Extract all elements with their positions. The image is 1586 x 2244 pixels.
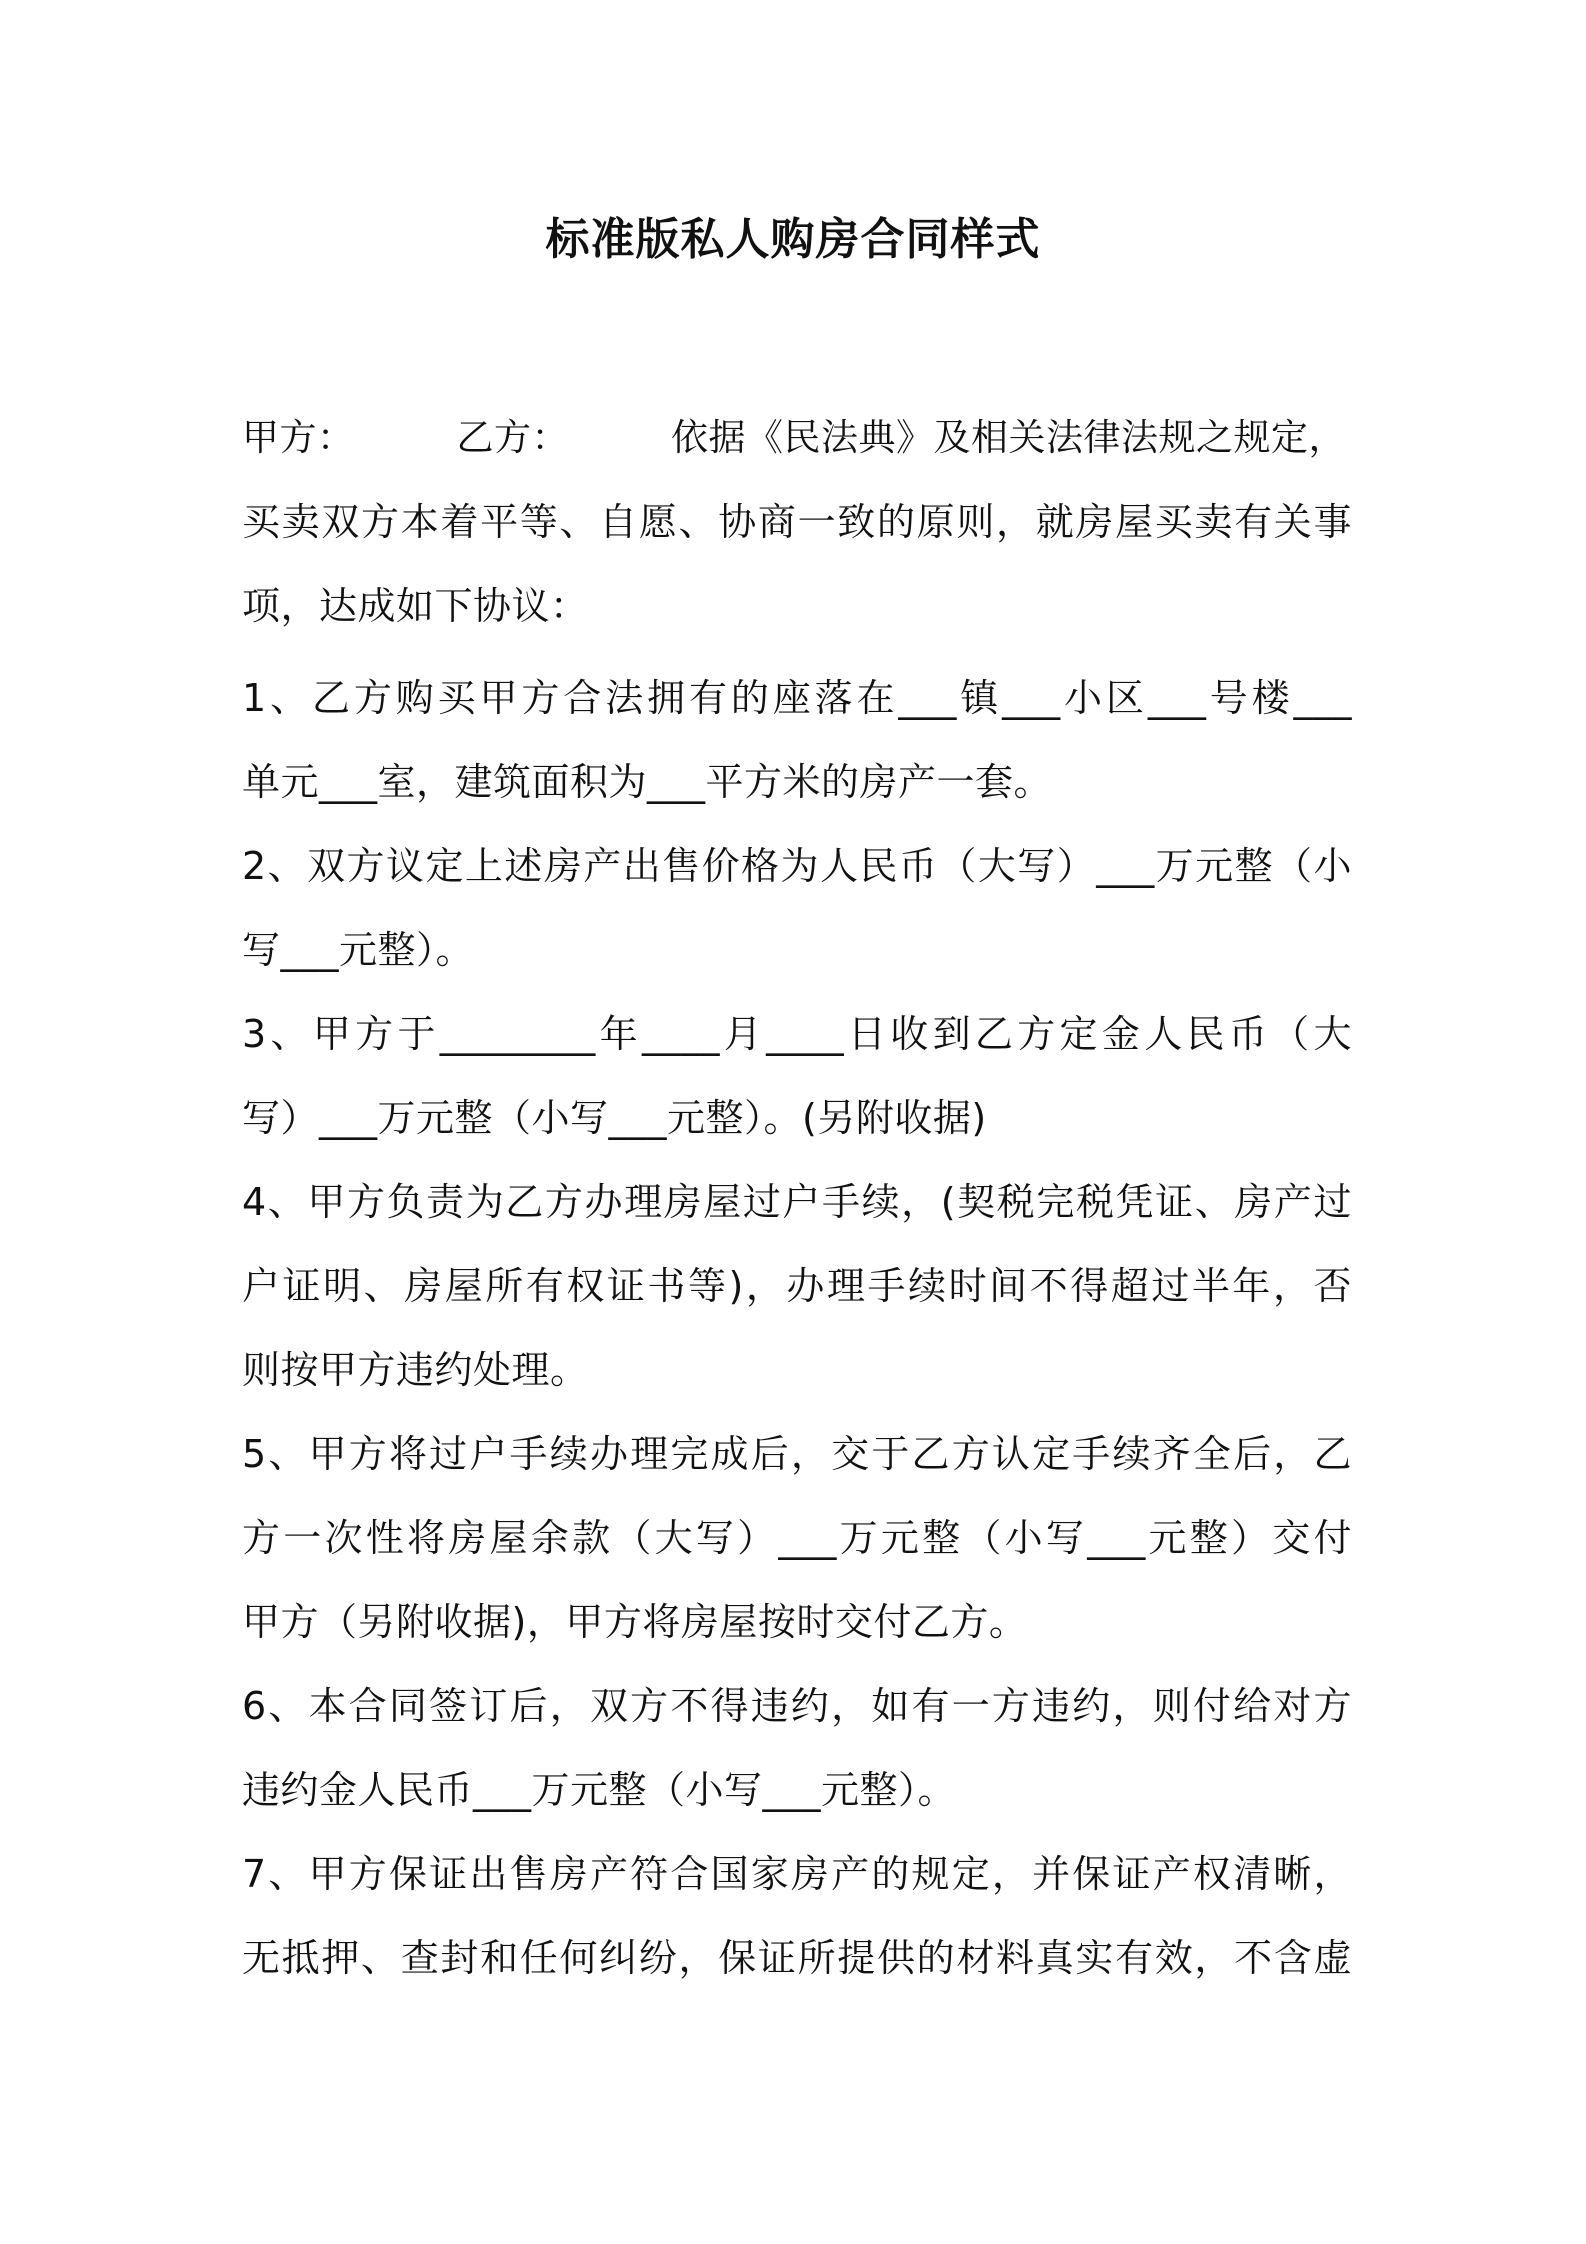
clause-5-line-2: 方一次性将房屋余款（大写）___万元整（小写___元整）交付 xyxy=(242,1516,1352,1560)
clause-6-line-1: 6、本合同签订后，双方不得违约，如有一方违约，则付给对方 xyxy=(242,1684,1352,1728)
party-a-label: 甲方： xyxy=(242,416,355,459)
clause-7-line-2: 无抵押、查封和任何纠纷，保证所提供的材料真实有效，不含虚 xyxy=(242,1936,1352,1980)
intro-line-3: 项，达成如下协议： xyxy=(242,584,589,628)
clause-1-line-2: 单元___室，建筑面积为___平方米的房产一套。 xyxy=(242,760,1053,804)
intro-line-2: 买卖双方本着平等、自愿、协商一致的原则，就房屋买卖有关事 xyxy=(242,500,1352,544)
clause-4-line-3: 则按甲方违约处理。 xyxy=(242,1348,589,1392)
intro-line-1 xyxy=(242,412,1352,464)
clause-2-line-2: 写___元整）。 xyxy=(242,928,475,972)
document-title: 标准版私人购房合同样式 xyxy=(545,214,1041,265)
clause-6-line-2: 违约金人民币___万元整（小写___元整）。 xyxy=(242,1768,957,1812)
clause-4-line-1: 4、甲方负责为乙方办理房屋过户手续，(契税完税凭证、房产过 xyxy=(242,1180,1352,1224)
clause-3-line-2: 写）___万元整（小写___元整）。(另附收据) xyxy=(242,1096,987,1140)
party-b-label: 乙方： xyxy=(456,416,569,459)
clause-7-line-1: 7、甲方保证出售房产符合国家房产的规定，并保证产权清晰， xyxy=(242,1852,1352,1896)
clause-1-line-1: 1、乙方购买甲方合法拥有的座落在___镇___小区___号楼___ xyxy=(242,676,1352,720)
clause-5-line-3: 甲方（另附收据)，甲方将房屋按时交付乙方。 xyxy=(242,1600,1028,1644)
intro-line-1-text: 依据《民法典》及相关法律法规之规定， xyxy=(671,416,1346,459)
clause-5-line-1: 5、甲方将过户手续办理完成后，交于乙方认定手续齐全后，乙 xyxy=(242,1432,1352,1476)
clause-2-line-1: 2、双方议定上述房产出售价格为人民币（大写）___万元整（小 xyxy=(242,844,1352,888)
clause-3-line-1: 3、甲方于________年____月____日收到乙方定金人民币（大 xyxy=(242,1012,1352,1056)
clause-4-line-2: 户证明、房屋所有权证书等)，办理手续时间不得超过半年，否 xyxy=(242,1264,1352,1308)
